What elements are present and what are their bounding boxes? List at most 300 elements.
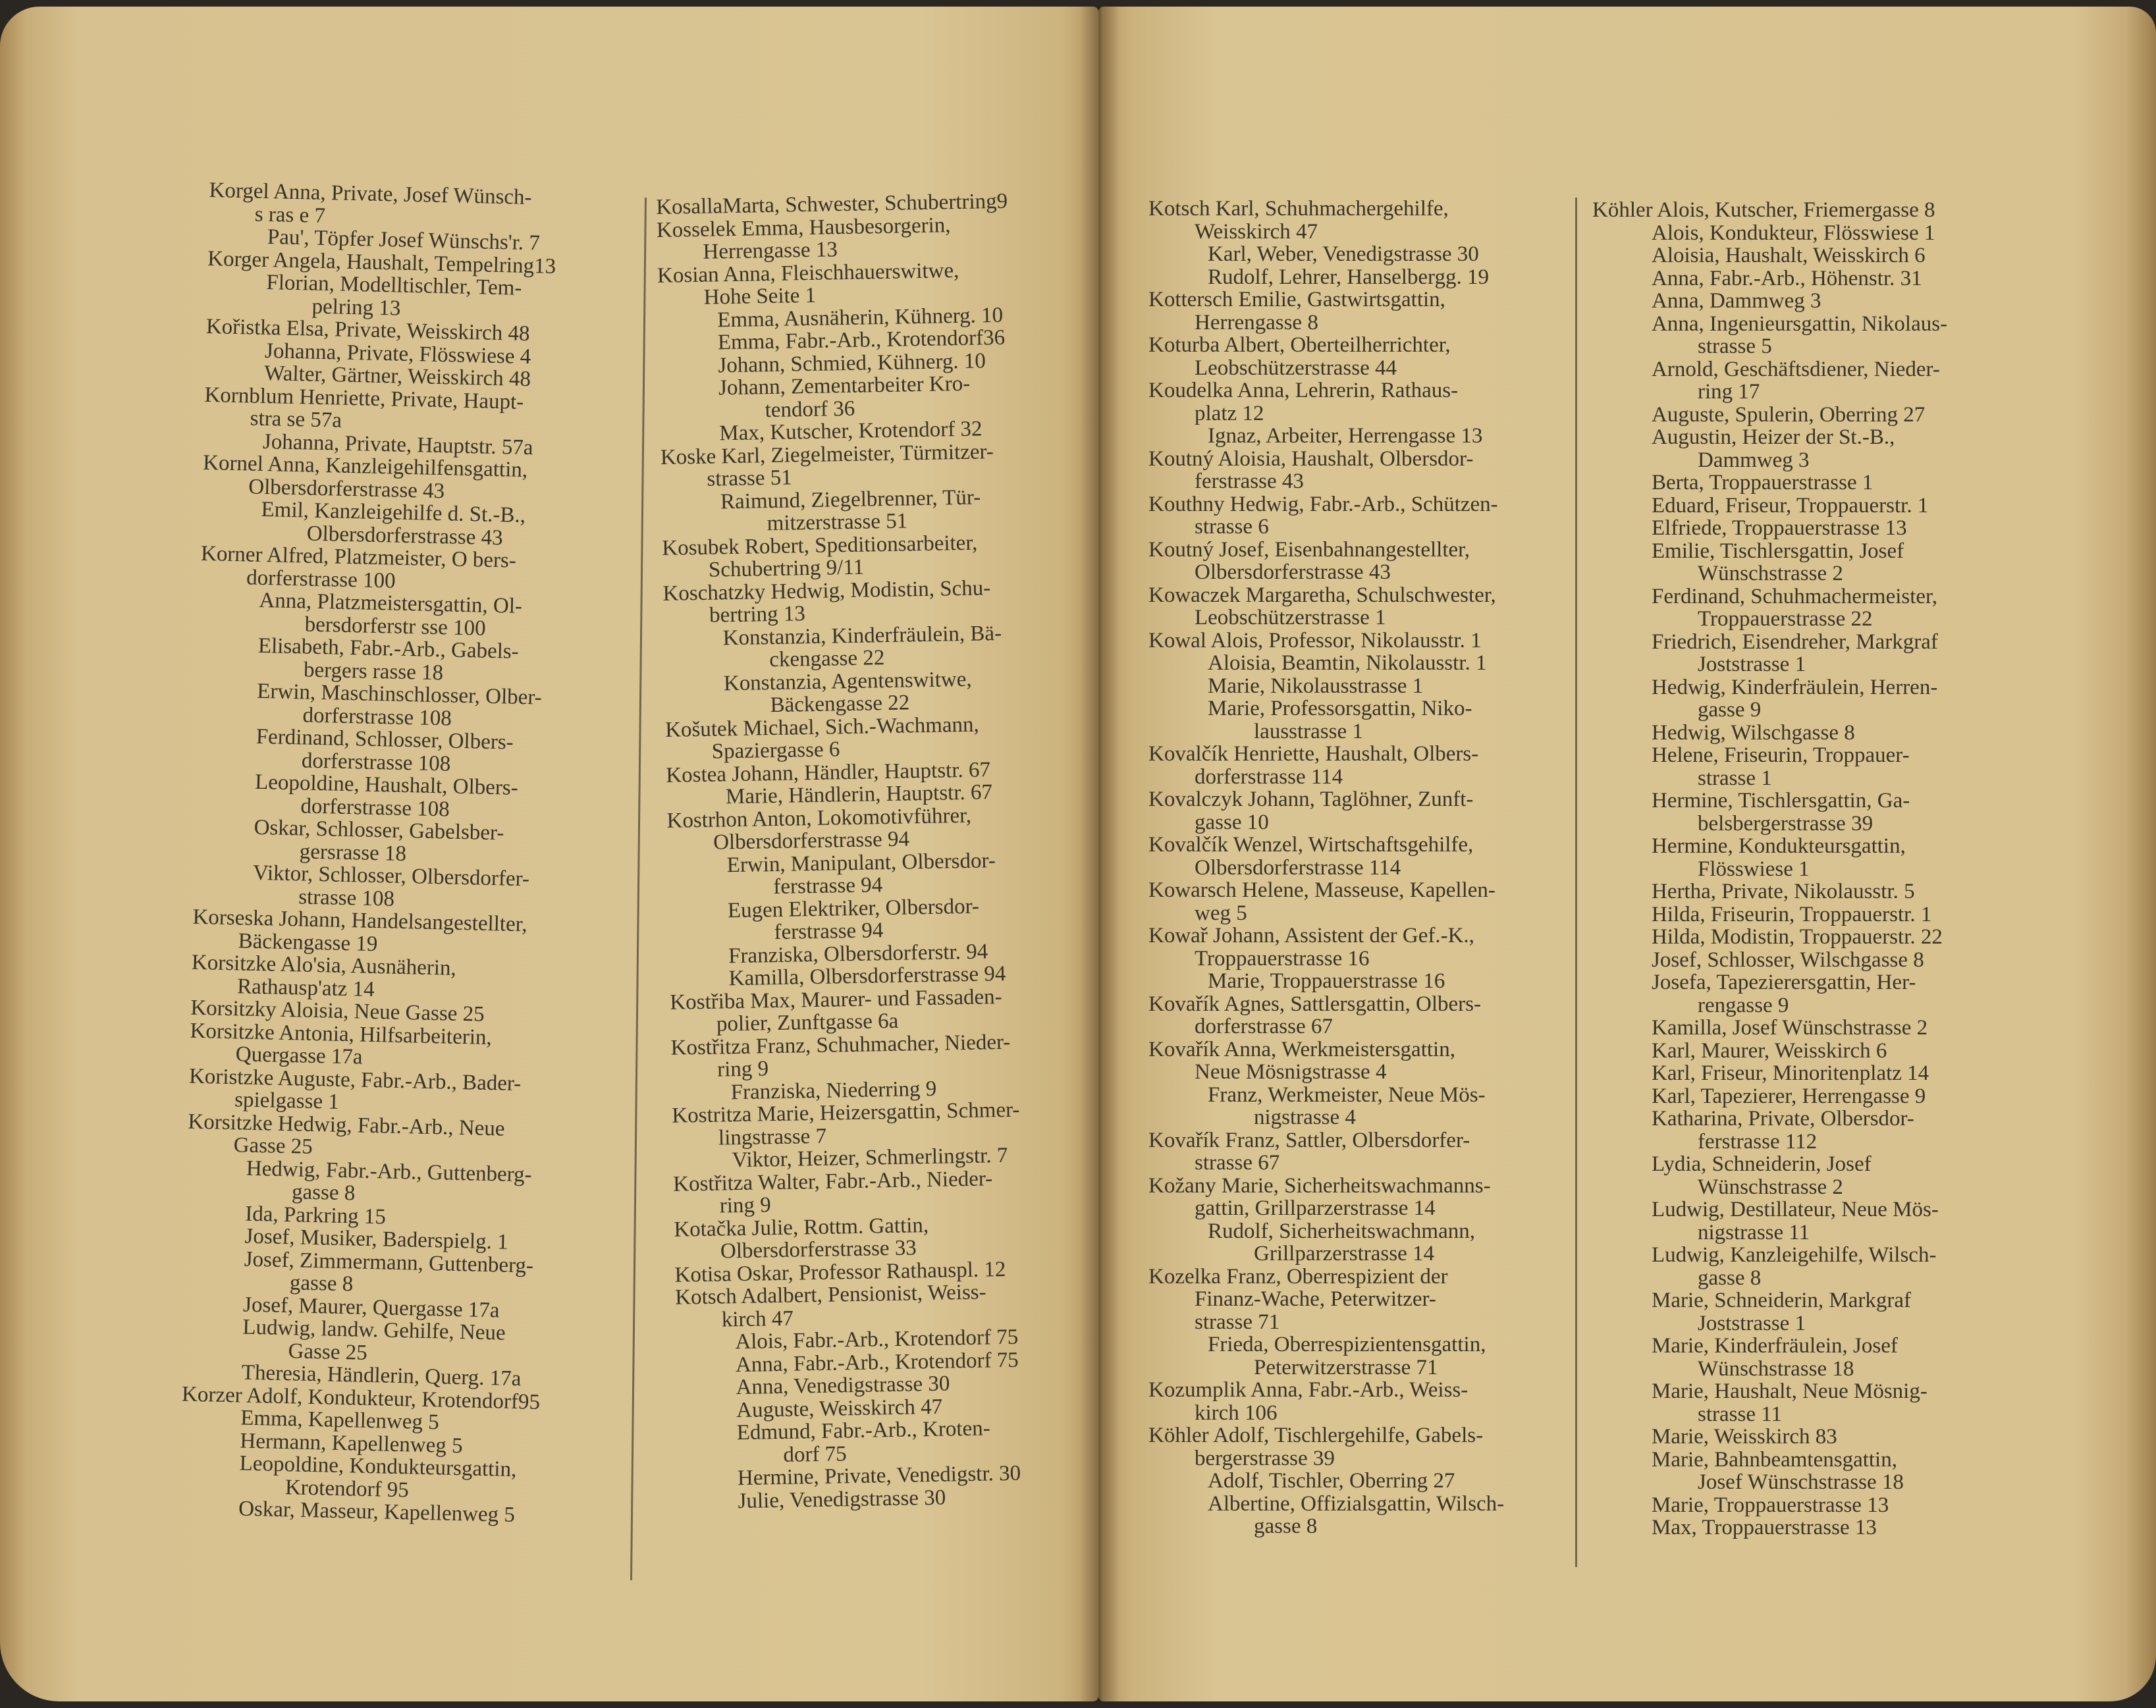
entry-continuation: gasse 8 — [291, 1180, 356, 1206]
entry-text: Oskar, Masseur, Kapellenweg 5 — [238, 1497, 516, 1528]
entry-text: Korzer Adolf, Kondukteur, Krotendorf95 — [181, 1382, 541, 1414]
entry-text: Kozumplik Anna, Fabr.-Arb., Weiss- — [1148, 1378, 1469, 1402]
entry-text: Oskar, Schlosser, Gabelsber- — [254, 815, 504, 845]
entry-text: Koristzke Auguste, Fabr.-Arb., Bader- — [188, 1064, 522, 1096]
directory-entry — [662, 529, 1084, 582]
directory-entry — [1592, 494, 2014, 518]
entry-continuation: Quergasse 17a — [235, 1042, 363, 1069]
entry-text: Walter, Gärtner, Weisskirch 48 — [263, 361, 531, 392]
directory-entry — [672, 1098, 1094, 1150]
entry-text: Eduard, Friseur, Troppauerstr. 1 — [1652, 493, 1929, 518]
entry-text: Alois, Fabr.-Arb., Krotendorf 75 — [735, 1325, 1019, 1354]
directory-entry — [1592, 1426, 2014, 1449]
entry-continuation: nigstrasse 4 — [1254, 1106, 1356, 1129]
entry-text: Hertha, Private, Nikolausstr. 5 — [1652, 880, 1915, 903]
entry-text: Konstanzia, Agentenswitwe, — [723, 667, 972, 695]
entry-text: Koschatzky Hedwig, Modistin, Schu- — [662, 575, 991, 606]
entry-text: Korsitzke Antonia, Hilfsarbeiterin, — [190, 1019, 493, 1050]
entry-text: Kosian Anna, Fleischhauerswitwe, — [657, 258, 959, 288]
directory-entry — [1148, 288, 1570, 334]
directory-entry — [1148, 1038, 1570, 1084]
entry-text: Kozelka Franz, Oberrespizient der — [1148, 1264, 1448, 1289]
directory-entry — [1592, 744, 2014, 789]
entry-continuation: strasse 108 — [298, 884, 395, 911]
entry-text: Hedwig, Wilschgasse 8 — [1652, 720, 1855, 745]
directory-entry — [1592, 835, 2014, 880]
entry-text: Josef, Zimmermann, Guttenberg- — [244, 1247, 534, 1278]
directory-entry — [1148, 493, 1570, 539]
directory-entry — [1148, 1220, 1570, 1266]
directory-entry — [1148, 743, 1570, 788]
directory-entry — [1148, 539, 1570, 584]
entry-text: Josefa, Tapezierersgattin, Her- — [1652, 971, 1916, 994]
entry-text: Frieda, Oberrespizientensgattin, — [1208, 1333, 1486, 1356]
entry-text: Kotsch Karl, Schuhmachergehilfe, — [1148, 197, 1449, 221]
directory-column-2 — [656, 189, 1100, 1514]
directory-entry — [1148, 1424, 1570, 1470]
directory-entry — [1592, 676, 2014, 722]
directory-entry — [1592, 1040, 2014, 1063]
entry-text: Johann, Zementarbeiter Kro- — [718, 371, 971, 400]
entry-continuation: strasse 71 — [1195, 1310, 1280, 1334]
entry-text: Kamilla, Josef Wünschstrasse 2 — [1652, 1016, 1928, 1040]
entry-text: Kowal Alois, Professor, Nikolausstr. 1 — [1148, 628, 1482, 653]
entry-text: Korsitzke Alo'sia, Ausnäherin, — [191, 950, 457, 980]
directory-entry — [1148, 448, 1570, 493]
entry-text: Josef, Musiker, Baderspielg. 1 — [244, 1224, 509, 1254]
entry-text: Josef, Maurer, Quergasse 17a — [242, 1293, 500, 1322]
directory-entry — [1592, 903, 2014, 926]
entry-text: Kosubek Robert, Speditionsarbeiter, — [662, 531, 978, 560]
entry-continuation: gattin, Grillparzerstrasse 14 — [1195, 1196, 1436, 1220]
directory-entry — [670, 984, 1092, 1036]
directory-entry — [1148, 266, 1570, 289]
directory-entry — [1592, 631, 2014, 676]
entry-text: Johann, Schmied, Kühnerg. 10 — [718, 348, 986, 377]
entry-continuation: weg 5 — [1195, 901, 1247, 925]
directory-entry — [670, 1029, 1092, 1082]
entry-continuation: Leobschützerstrasse 44 — [1195, 356, 1397, 380]
entry-text: Marie, Troppauerstrasse 16 — [1208, 969, 1445, 993]
entry-continuation: polier, Zunftgasse 6a — [716, 1009, 899, 1036]
entry-continuation: bergers rasse 18 — [303, 657, 444, 685]
directory-entry — [1592, 1108, 2014, 1153]
entry-continuation: strasse 6 — [1195, 515, 1269, 539]
entry-continuation: Grillparzerstrasse 14 — [1254, 1242, 1434, 1266]
entry-text: Korseska Johann, Handelsangestellter, — [192, 905, 528, 937]
entry-continuation: Peterwitzerstrasse 71 — [1254, 1355, 1438, 1379]
entry-continuation: Krotendorf 95 — [284, 1475, 410, 1502]
directory-entry — [1592, 722, 2014, 745]
directory-entry — [678, 1416, 1100, 1468]
directory-entry — [1592, 971, 2014, 1017]
entry-text: Kotsch Adalbert, Pensionist, Weiss- — [674, 1280, 986, 1310]
directory-entry — [1148, 379, 1570, 425]
entry-text: Rudolf, Lehrer, Hanselbergg. 19 — [1208, 265, 1489, 289]
entry-continuation: kirch 106 — [1195, 1401, 1278, 1425]
entry-text: Josef, Schlosser, Wilschgasse 8 — [1652, 947, 1924, 972]
entry-text: Rudolf, Sicherheitswachmann, — [1208, 1219, 1475, 1243]
entry-text: KosallaMarta, Schwester, Schubertring9 — [655, 189, 1008, 219]
entry-text: Edmund, Fabr.-Arb., Kroten- — [736, 1416, 990, 1445]
directory-entry — [661, 484, 1083, 537]
directory-entry — [674, 1211, 1096, 1264]
entry-continuation: Wünschstrasse 2 — [1698, 562, 1843, 585]
entry-continuation: Olbersdorferstrasse 94 — [713, 827, 910, 855]
entry-text: Korsitzke Hedwig, Fabr.-Arb., Neue — [188, 1109, 505, 1141]
entry-continuation: Herrengasse 13 — [703, 238, 838, 264]
entry-continuation: bertring 13 — [709, 602, 806, 627]
entry-text: Marie, Schneiderin, Markgraf — [1652, 1289, 1912, 1312]
entry-text: Anna, Ingenieursgattin, Nikolaus- — [1652, 311, 1948, 336]
directory-entry — [1148, 1333, 1570, 1379]
entry-continuation: platz 12 — [1195, 401, 1264, 425]
entry-continuation: gasse 8 — [1698, 1266, 1762, 1290]
entry-continuation: strasse 5 — [1698, 334, 1772, 358]
entry-text: Erwin, Manipulant, Olbersdor- — [726, 848, 996, 877]
entry-continuation: strasse 51 — [707, 466, 793, 491]
directory-entry — [1592, 1198, 2014, 1244]
entry-text: Konstanzia, Kinderfräulein, Bä- — [722, 621, 1002, 650]
directory-column-3 — [1148, 198, 1570, 1538]
directory-entry — [668, 893, 1091, 946]
entry-continuation: Spaziergasse 6 — [711, 737, 840, 764]
entry-continuation: Gasse 25 — [288, 1339, 368, 1365]
entry-continuation: lausstrasse 1 — [1254, 719, 1363, 743]
entry-continuation: Wünschstrasse 18 — [1698, 1356, 1854, 1381]
entry-continuation: kirch 47 — [721, 1306, 794, 1332]
entry-text: Kovařík Franz, Sattler, Olbersdorfer- — [1148, 1128, 1470, 1152]
directory-entry — [1148, 1379, 1570, 1424]
entry-text: Hermine, Private, Venedigstr. 30 — [737, 1461, 1021, 1491]
entry-text: Kostřiba Max, Maurer- und Fassaden- — [670, 984, 1002, 1015]
entry-continuation: spielgasse 1 — [234, 1088, 340, 1114]
entry-text: Kotisa Oskar, Professor Rathauspl. 12 — [674, 1257, 1006, 1287]
entry-text: Anna, Venedigstrasse 30 — [736, 1372, 950, 1400]
directory-entry — [1148, 970, 1570, 993]
directory-entry — [1148, 584, 1570, 629]
entry-continuation: bergerstrasse 39 — [1195, 1446, 1335, 1470]
directory-entry — [1592, 267, 2014, 290]
directory-entry — [1592, 1494, 2014, 1517]
entry-text: Hilda, Friseurin, Troppauerstr. 1 — [1652, 902, 1932, 926]
entry-text: Augustin, Heizer der St.-B., — [1652, 425, 1895, 449]
entry-text: Korger Angela, Haushalt, Tempelring13 — [207, 246, 556, 279]
directory-entry — [1148, 334, 1570, 379]
entry-text: Ludwig, Destillateur, Neue Mös- — [1652, 1198, 1939, 1221]
directory-entry — [1592, 313, 2014, 358]
entry-text: Köhler Adolf, Tischlergehilfe, Gabels- — [1148, 1424, 1484, 1447]
entry-text: Marie, Nikolausstrasse 1 — [1208, 674, 1424, 698]
entry-continuation: strasse 67 — [1195, 1151, 1280, 1175]
entry-text: Franziska, Olbersdorferstr. 94 — [728, 939, 988, 968]
entry-text: Raimund, Ziegelbrenner, Tür- — [720, 485, 981, 514]
directory-entry — [1592, 880, 2014, 903]
entry-continuation: stra se 57a — [250, 406, 342, 433]
entry-continuation: Leobschützerstrasse 1 — [1195, 606, 1386, 629]
entry-text: Kowarsch Helene, Masseuse, Kapellen- — [1148, 878, 1496, 902]
entry-continuation: ring 9 — [719, 1193, 772, 1218]
entry-continuation: dorferstrasse 67 — [1195, 1015, 1333, 1038]
entry-text: Koturba Albert, Oberteilherrichter, — [1148, 333, 1451, 357]
entry-text: Hedwig, Fabr.-Arb., Guttenberg- — [246, 1156, 533, 1187]
entry-continuation: Hohe Seite 1 — [703, 283, 817, 309]
entry-continuation: dorferstrasse 114 — [1195, 764, 1343, 789]
directory-entry — [1592, 1516, 2014, 1539]
directory-entry — [665, 711, 1087, 764]
entry-text: Johanna, Private, Flösswiese 4 — [264, 338, 531, 369]
entry-text: Ludwig, Kanzleigehilfe, Wilsch- — [1652, 1243, 1937, 1267]
entry-text: Katharina, Private, Olbersdor- — [1652, 1107, 1914, 1131]
entry-text: Marie, Professorsgattin, Niko- — [1208, 697, 1472, 720]
column-rule-right — [1575, 198, 1577, 1567]
entry-text: Marie, Bahnbeamtensgattin, — [1652, 1447, 1897, 1472]
entry-text: Berta, Troppauerstrasse 1 — [1652, 471, 1873, 494]
entry-text: Hermine, Kondukteursgattin, — [1652, 834, 1906, 858]
entry-text: Karl, Maurer, Weisskirch 6 — [1652, 1038, 1887, 1063]
directory-entry — [1148, 1266, 1570, 1334]
directory-entry — [1148, 879, 1570, 924]
entry-text: Auguste, Weisskirch 47 — [736, 1395, 943, 1422]
entry-continuation: ferstrasse 43 — [1195, 469, 1304, 493]
entry-continuation: Bäckengasse 19 — [238, 928, 378, 956]
entry-continuation: Olbersdorferstrasse 33 — [720, 1236, 917, 1264]
entry-continuation: ring 17 — [1698, 380, 1760, 404]
entry-text: Hedwig, Kinderfräulein, Herren- — [1652, 675, 1938, 699]
entry-continuation: Neue Mösnigstrasse 4 — [1195, 1060, 1387, 1084]
entry-continuation: mitzerstrasse 51 — [767, 509, 908, 536]
directory-entry — [1592, 222, 2014, 245]
directory-entry — [662, 575, 1085, 627]
entry-text: Kostřitza Franz, Schuhmacher, Nieder- — [670, 1030, 1011, 1060]
entry-continuation: Gasse 25 — [233, 1133, 313, 1159]
entry-continuation: Herrengasse 8 — [1195, 310, 1318, 334]
directory-entry — [675, 1279, 1097, 1332]
directory-column-4 — [1592, 199, 2014, 1539]
directory-entry — [1592, 1335, 2014, 1380]
entry-continuation: Olbersdorferstrasse 43 — [248, 474, 445, 503]
entry-continuation: ferstrasse 94 — [773, 873, 883, 899]
entry-text: Theresia, Händlerin, Querg. 17a — [241, 1360, 522, 1391]
entry-text: Johanna, Private, Hauptstr. 57a — [262, 429, 533, 460]
directory-entry — [1592, 290, 2014, 313]
directory-entry — [1148, 1470, 1570, 1493]
directory-entry — [659, 371, 1081, 423]
entry-continuation: gasse 8 — [1254, 1514, 1318, 1538]
directory-entry — [657, 257, 1079, 309]
entry-continuation: dorferstrasse 108 — [300, 793, 450, 822]
directory-entry — [1592, 789, 2014, 835]
entry-text: Julie, Venedigstrasse 30 — [738, 1485, 946, 1513]
entry-continuation: Olbersdorferstrasse 114 — [1195, 855, 1401, 880]
directory-entry — [1148, 697, 1570, 743]
entry-text: Hermann, Kapellenweg 5 — [240, 1429, 463, 1458]
directory-entry — [1592, 585, 2014, 631]
directory-entry — [1148, 1129, 1570, 1175]
directory-entry — [1148, 425, 1570, 448]
entry-continuation: Josef Wünschstrasse 18 — [1698, 1470, 1904, 1494]
entry-text: Elisabeth, Fabr.-Arb., Gabels- — [257, 633, 520, 664]
directory-entry — [1148, 243, 1570, 266]
entry-text: Anna, Fabr.-Arb., Höhenstr. 31 — [1652, 266, 1922, 290]
entry-text: Kottersch Emilie, Gastwirtsgattin, — [1148, 288, 1445, 311]
entry-text: Leopoldine, Kondukteursgattin, — [239, 1451, 517, 1482]
directory-entry — [663, 620, 1085, 673]
directory-entry — [664, 666, 1087, 718]
entry-text: Emma, Fabr.-Arb., Krotendorf36 — [717, 325, 1006, 355]
entry-text: Auguste, Spulerin, Oberring 27 — [1652, 402, 1926, 427]
entry-continuation: Troppauerstrasse 22 — [1698, 607, 1873, 631]
directory-entry — [1592, 517, 2014, 540]
entry-text: Kovařík Agnes, Sattlersgattin, Olbers- — [1148, 992, 1481, 1016]
directory-entry — [1592, 426, 2014, 471]
entry-text: Viktor, Heizer, Schmerlingstr. 7 — [732, 1143, 1008, 1173]
entry-continuation: Rathausp'atz 14 — [236, 974, 375, 1001]
entry-text: Kowař Johann, Assistent der Gef.-K., — [1148, 924, 1474, 947]
entry-text: Hilda, Modistin, Troppauerstr. 22 — [1652, 925, 1943, 949]
entry-continuation: rengasse 9 — [1698, 993, 1789, 1017]
entry-continuation: Wünschstrasse 2 — [1698, 1175, 1843, 1199]
entry-text: Adolf, Tischler, Oberring 27 — [1208, 1469, 1455, 1493]
entry-text: Florian, Modelltischler, Tem- — [266, 271, 522, 300]
entry-text: Aloisia, Haushalt, Weisskirch 6 — [1652, 244, 1926, 267]
directory-entry — [1148, 788, 1570, 834]
directory-entry — [1592, 1085, 2014, 1108]
directory-entry — [673, 1165, 1095, 1218]
directory-entry — [1592, 244, 2014, 267]
entry-text: Albertine, Offizialsgattin, Wilsch- — [1208, 1491, 1505, 1516]
entry-text: Marie, Kinderfräulein, Josef — [1652, 1334, 1898, 1358]
entry-text: Karl, Tapezierer, Herrengasse 9 — [1652, 1084, 1926, 1108]
entry-text: Ferdinand, Schuhmachermeister, — [1652, 584, 1937, 608]
entry-continuation: belsbergerstrasse 39 — [1698, 811, 1873, 836]
entry-text: Franz, Werkmeister, Neue Mös- — [1208, 1082, 1486, 1107]
entry-continuation: Dammweg 3 — [1698, 448, 1810, 472]
entry-text: Koutný Josef, Eisenbahnangestellter, — [1148, 537, 1470, 562]
directory-entry — [1592, 471, 2014, 494]
entry-text: Kořistka Elsa, Private, Weisskirch 48 — [205, 314, 530, 346]
entry-continuation: dorferstrasse 108 — [301, 748, 451, 776]
entry-continuation: Finanz-Wache, Peterwitzer- — [1195, 1287, 1436, 1311]
entry-continuation: ring 9 — [716, 1057, 769, 1082]
entry-text: Ida, Parkring 15 — [244, 1202, 387, 1229]
entry-continuation: gasse 10 — [1195, 810, 1269, 834]
entry-text: Marie, Troppauerstrasse 13 — [1652, 1493, 1889, 1517]
entry-text: Kostritza Marie, Heizersgattin, Schmer- — [672, 1098, 1020, 1128]
directory-entry — [1148, 198, 1570, 243]
entry-continuation: dorferstrasse 108 — [302, 703, 452, 731]
entry-continuation: lingstrasse 7 — [718, 1124, 827, 1150]
entry-continuation: Schubertring 9/11 — [708, 555, 865, 582]
entry-text: Alois, Kondukteur, Flösswiese 1 — [1652, 221, 1935, 245]
directory-column-1 — [179, 179, 631, 1528]
entry-text: Marie, Weisskirch 83 — [1652, 1425, 1837, 1449]
directory-entry — [1148, 629, 1570, 653]
entry-text: Korsitzky Aloisia, Neue Gasse 25 — [190, 996, 485, 1027]
directory-entry — [1592, 358, 2014, 404]
entry-text: Korner Alfred, Platzmeister, O bers- — [200, 541, 517, 573]
directory-entry — [1148, 652, 1570, 675]
entry-text: Emilie, Tischlersgattin, Josef — [1652, 539, 1904, 563]
directory-entry — [1592, 1062, 2014, 1085]
entry-text: Kotačka Julie, Rottm. Gattin, — [674, 1213, 929, 1242]
entry-continuation: Olbersdorferstrasse 43 — [306, 521, 503, 550]
entry-text: Kostea Johann, Händler, Hauptstr. 67 — [666, 757, 991, 787]
entry-text: Ignaz, Arbeiter, Herrengasse 13 — [1208, 424, 1483, 448]
entry-text: Ferdinand, Schlosser, Olbers- — [256, 724, 514, 755]
entry-text: Koutný Aloisia, Haushalt, Olbersdor- — [1148, 446, 1474, 471]
directory-entry — [1592, 540, 2014, 585]
directory-entry — [1592, 1244, 2014, 1289]
entry-text: Kovalčík Wenzel, Wirtschaftsgehilfe, — [1148, 833, 1474, 857]
entry-text: Emil, Kanzleigehilfe d. St.-B., — [261, 497, 526, 528]
entry-text: Kovařík Anna, Werkmeistersgattin, — [1148, 1037, 1455, 1061]
entry-continuation: dorferstrasse 100 — [246, 565, 396, 593]
entry-continuation: dorf 75 — [783, 1441, 847, 1467]
entry-text: Košutek Michael, Sich.-Wachmann, — [664, 712, 980, 742]
entry-text: Marie, Haushalt, Neue Mösnig- — [1652, 1379, 1927, 1403]
directory-entry — [1592, 1153, 2014, 1198]
entry-text: Emma, Kapellenweg 5 — [240, 1406, 440, 1435]
entry-text: Max, Troppauerstrasse 13 — [1652, 1516, 1877, 1539]
entry-continuation: strasse 11 — [1698, 1402, 1783, 1426]
directory-entry — [1148, 1084, 1570, 1129]
entry-text: Köhler Alois, Kutscher, Friemergasse 8 — [1592, 198, 1935, 222]
entry-continuation: Bäckengasse 22 — [770, 691, 910, 718]
directory-entry — [1592, 199, 2014, 222]
directory-entry — [1592, 949, 2014, 972]
entry-continuation: bersdorferstr sse 100 — [304, 612, 486, 641]
entry-text: Arnold, Geschäftsdiener, Nieder- — [1652, 357, 1940, 381]
entry-text: Elfriede, Troppauerstrasse 13 — [1652, 516, 1907, 540]
directory-entry — [1592, 404, 2014, 427]
entry-text: Kostrhon Anton, Lokomotivführer, — [666, 803, 972, 833]
directory-entry — [1148, 1493, 1570, 1538]
entry-continuation: ckengasse 22 — [769, 646, 885, 672]
entry-text: Eugen Elektriker, Olbersdor- — [727, 894, 980, 922]
entry-continuation: gasse 9 — [1698, 698, 1762, 722]
entry-continuation: Weisskirch 47 — [1195, 219, 1318, 244]
directory-entry — [1592, 1017, 2014, 1040]
entry-continuation: ferstrasse 94 — [774, 919, 884, 945]
entry-text: Koudelka Anna, Lehrerin, Rathaus- — [1148, 379, 1459, 402]
entry-text: Leopoldine, Haushalt, Olbers- — [254, 770, 519, 800]
entry-continuation: strasse 1 — [1698, 766, 1772, 790]
entry-text: Korgel Anna, Private, Josef Wünsch- — [209, 178, 532, 210]
directory-entry — [1592, 1289, 2014, 1335]
entry-text: Hermine, Tischlersgattin, Ga- — [1652, 789, 1910, 813]
entry-continuation: gersrasse 18 — [299, 839, 407, 866]
directory-entry — [1148, 993, 1570, 1038]
directory-entry — [1592, 926, 2014, 949]
entry-text: Kovalčík Henriette, Haushalt, Olbers- — [1148, 742, 1479, 766]
entry-continuation: Flösswiese 1 — [1698, 857, 1810, 881]
entry-text: Emma, Ausnäherin, Kühnerg. 10 — [716, 303, 1004, 332]
entry-continuation: gasse 8 — [289, 1271, 354, 1296]
directory-entry — [666, 802, 1089, 855]
directory-entry — [1148, 1175, 1570, 1220]
entry-text: Marie, Händlerin, Hauptstr. 67 — [725, 780, 993, 809]
entry-continuation: Joststrasse 1 — [1698, 653, 1806, 676]
entry-continuation: nigstrasse 11 — [1698, 1220, 1810, 1244]
entry-continuation: pelring 13 — [311, 294, 401, 321]
entry-text: Kosselek Emma, Hausbesorgerin, — [656, 213, 951, 242]
directory-entry — [1148, 924, 1570, 970]
directory-entry — [1148, 675, 1570, 698]
directory-entry — [1592, 1449, 2014, 1494]
entry-continuation: Joststrasse 1 — [1698, 1311, 1806, 1335]
entry-text: Ludwig, landw. Gehilfe, Neue — [242, 1315, 506, 1345]
